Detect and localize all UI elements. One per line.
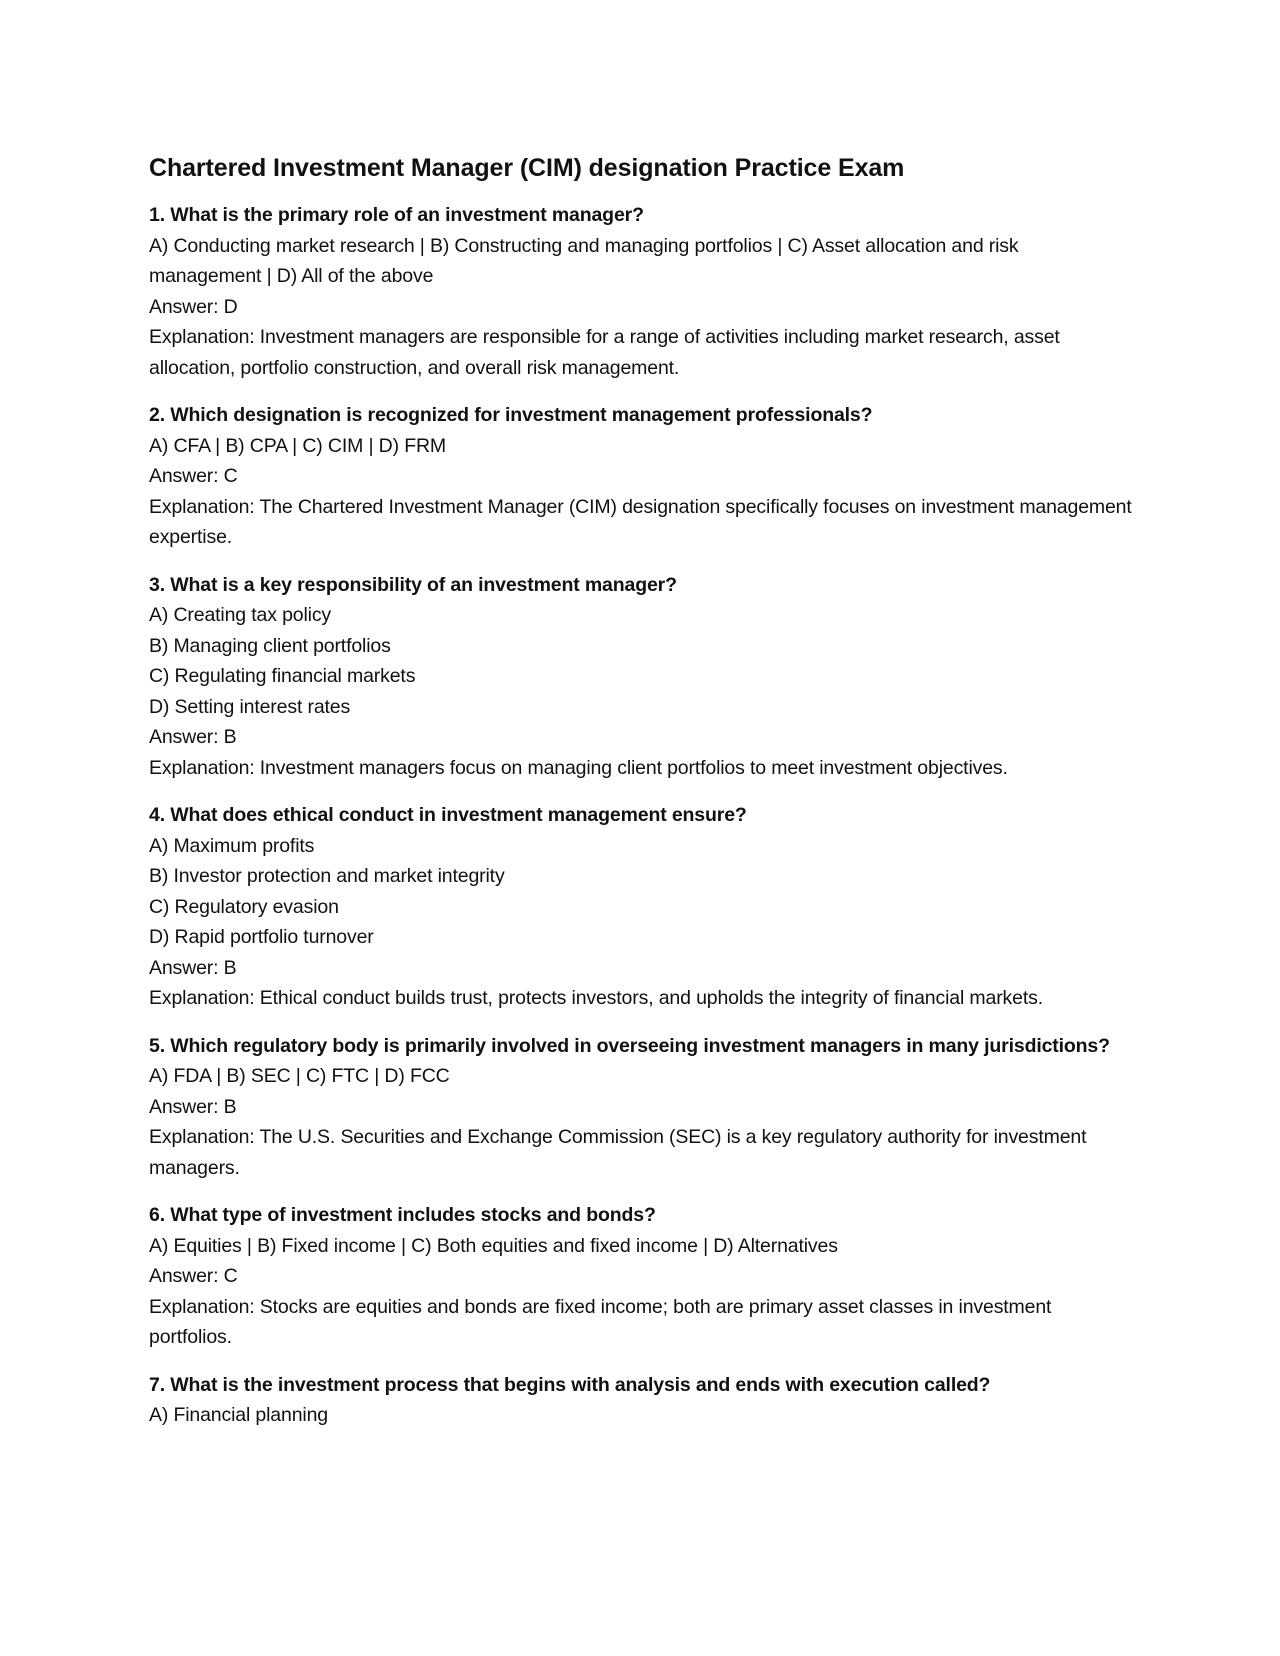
question-block xyxy=(149,400,1134,553)
question-block xyxy=(149,200,1134,383)
page-title: Chartered Investment Manager (CIM) designation Practice Exam xyxy=(149,154,905,182)
question-answer: Answer: C xyxy=(149,1265,238,1287)
question-answer: Answer: B xyxy=(149,1095,237,1118)
question-block xyxy=(149,1370,1134,1431)
question-text: 7. What is the investment process that begins with analysis and ends with execution called? xyxy=(149,1373,991,1396)
question-block xyxy=(149,1031,1134,1184)
question-block xyxy=(149,1200,1134,1353)
question-text: 6. What type of investment includes stocks and bonds? xyxy=(149,1204,656,1226)
question-answer: Answer: D xyxy=(149,295,238,318)
question-answer: Answer: B xyxy=(149,956,237,979)
question-text: 1. What is the primary role of an investment manager? xyxy=(149,204,644,226)
question-option: A) CFA | B) CPA | C) CIM | D) FRM xyxy=(149,434,446,457)
document-page xyxy=(149,148,1134,1448)
question-option: C) Regulatory evasion xyxy=(149,895,339,918)
question-option: A) Maximum profits xyxy=(149,834,315,857)
question-answer: Answer: C xyxy=(149,465,238,487)
question-option: A) Financial planning xyxy=(149,1404,328,1426)
question-option: A) Equities | B) Fixed income | C) Both equities and fixed income | D) Alternatives xyxy=(149,1234,838,1257)
question-block xyxy=(149,800,1134,1014)
question-option: A) FDA | B) SEC | C) FTC | D) FCC xyxy=(149,1065,450,1087)
question-option: A) Creating tax policy xyxy=(149,604,332,626)
question-explanation: Explanation: Ethical conduct builds trust, protects investors, and upholds the integrity of financial markets. xyxy=(149,987,1043,1009)
question-text: 5. Which regulatory body is primarily involved in overseeing investment managers in many jurisdictions? xyxy=(149,1034,1110,1057)
question-text: 3. What is a key responsibility of an investment manager? xyxy=(149,573,677,596)
question-option: A) Conducting market research | B) Constructing and managing portfolios | C) Asset allocation and risk management | D) All of the above xyxy=(149,234,1019,287)
question-text: 4. What does ethical conduct in investment management ensure? xyxy=(149,804,747,826)
question-explanation: Explanation: The Chartered Investment Manager (CIM) designation specifically focuses on investment management expertise. xyxy=(149,495,1132,548)
question-text: 2. Which designation is recognized for investment management professionals? xyxy=(149,404,873,426)
question-option: B) Investor protection and market integrity xyxy=(149,865,505,887)
question-explanation: Explanation: Investment managers focus on managing client portfolios to meet investment objectives. xyxy=(149,756,1008,779)
question-answer: Answer: B xyxy=(149,726,237,748)
question-explanation: Explanation: The U.S. Securities and Exchange Commission (SEC) is a key regulatory authority for investment managers. xyxy=(149,1126,1087,1179)
question-option: D) Setting interest rates xyxy=(149,695,351,718)
question-block xyxy=(149,570,1134,784)
question-explanation: Explanation: Stocks are equities and bonds are fixed income; both are primary asset classes in investment portfolios. xyxy=(149,1295,1052,1348)
question-option: D) Rapid portfolio turnover xyxy=(149,926,374,948)
question-option: C) Regulating financial markets xyxy=(149,665,416,687)
question-explanation: Explanation: Investment managers are responsible for a range of activities including market research, asset allocation, portfolio construction, and overall risk management. xyxy=(149,326,1060,379)
question-option: B) Managing client portfolios xyxy=(149,634,391,657)
